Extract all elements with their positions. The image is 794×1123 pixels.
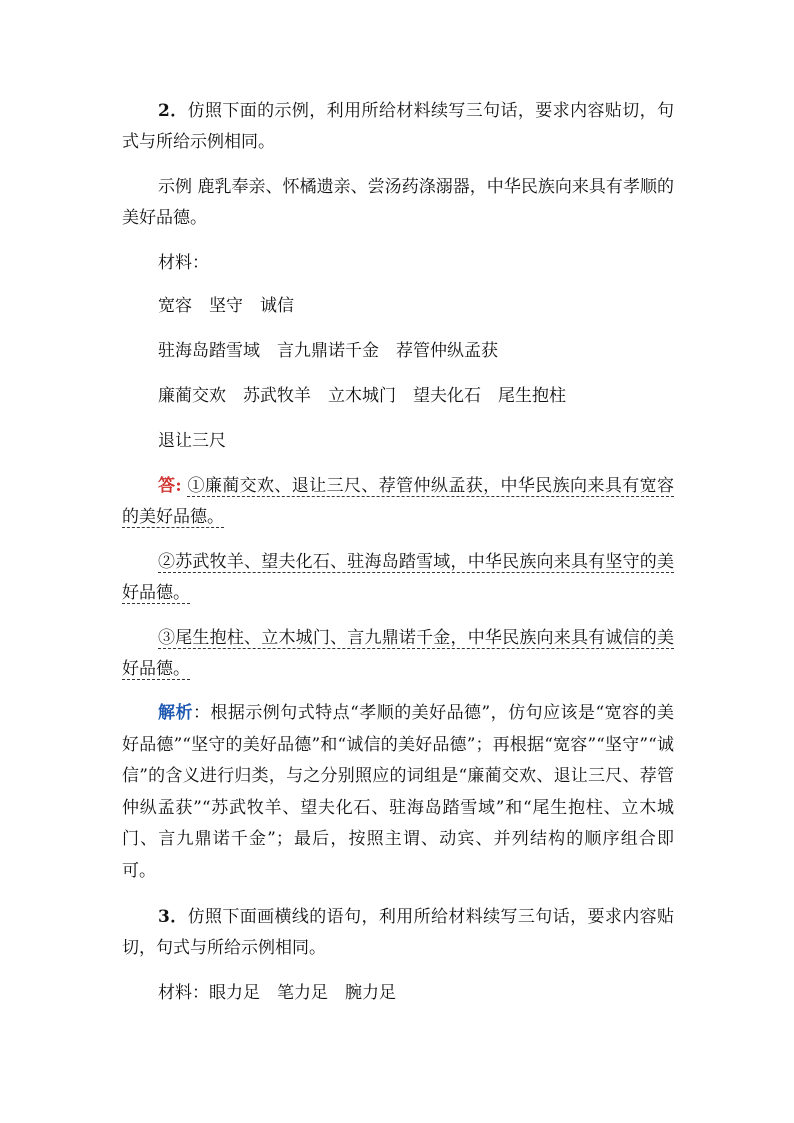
q2-material-line-4: 退让三尺 [158,431,226,451]
q2-material-line-2: 驻海岛踏雪域 言九鼎诺千金 荐管仲纵孟获 [158,341,498,361]
q3-material [122,978,674,1009]
answer-text-3: ③尾生抱柱、立木城门、言九鼎诺千金，中华民族向来具有诚信的美好品德。 [122,628,674,679]
q2-material-label: 材料： [158,253,209,273]
analysis-label: 解析 [158,703,193,723]
q2-answer-1 [122,471,674,533]
q2-analysis [122,698,674,887]
q2-answer-3 [122,623,674,685]
q3-title-text: 仿照下面画横线的语句，利用所给材料续写三句话，要求内容贴切，句式与所给示例相同。 [122,907,674,958]
answer-text-2: ②苏武牧羊、望夫化石、驻海岛踏雪域，中华民族向来具有坚守的美好品德。 [122,552,674,603]
q3-number: 3． [158,907,188,927]
answer-text-1: ①廉蔺交欢、退让三尺、荐管仲纵孟获，中华民族向来具有宽容的美好品德。 [122,476,674,527]
q2-material-line-1: 宽容 坚守 诚信 [158,296,294,316]
q2-material-line-3: 廉蔺交欢 苏武牧羊 立木城门 望夫化石 尾生抱柱 [158,386,566,406]
q3-material-text: 眼力足 笔力足 腕力足 [209,983,396,1003]
q2-number: 2． [158,101,188,121]
q2-title [122,96,674,158]
q2-answer-2 [122,547,674,609]
answer-label: 答: [158,476,182,496]
analysis-text: ：根据示例句式特点“孝顺的美好品德”，仿句应该是“宽容的美好品德”“坚守的美好品德”和“诚信的美好品德”；再根据“宽容”“坚守”“诚信”的含义进行归类，与之分别照应的词组是“廉蔺交欢、退让三尺、荐管仲纵孟获”“苏武牧羊、望夫化石、驻海岛踏雪域”和“尾生抱柱、立木城门、言九鼎诺千金”；最后，按照主谓、动宾、并列结构的顺序组合即可。 [122,703,675,881]
q3-title [122,902,674,964]
q2-example: 示例 鹿乳奉亲、怀橘遗亲、尝汤药涤溺器，中华民族向来具有孝顺的美好品德。 [122,177,674,228]
q2-title-text: 仿照下面的示例，利用所给材料续写三句话，要求内容贴切，句式与所给示例相同。 [122,101,674,152]
q3-material-label: 材料： [158,983,209,1003]
